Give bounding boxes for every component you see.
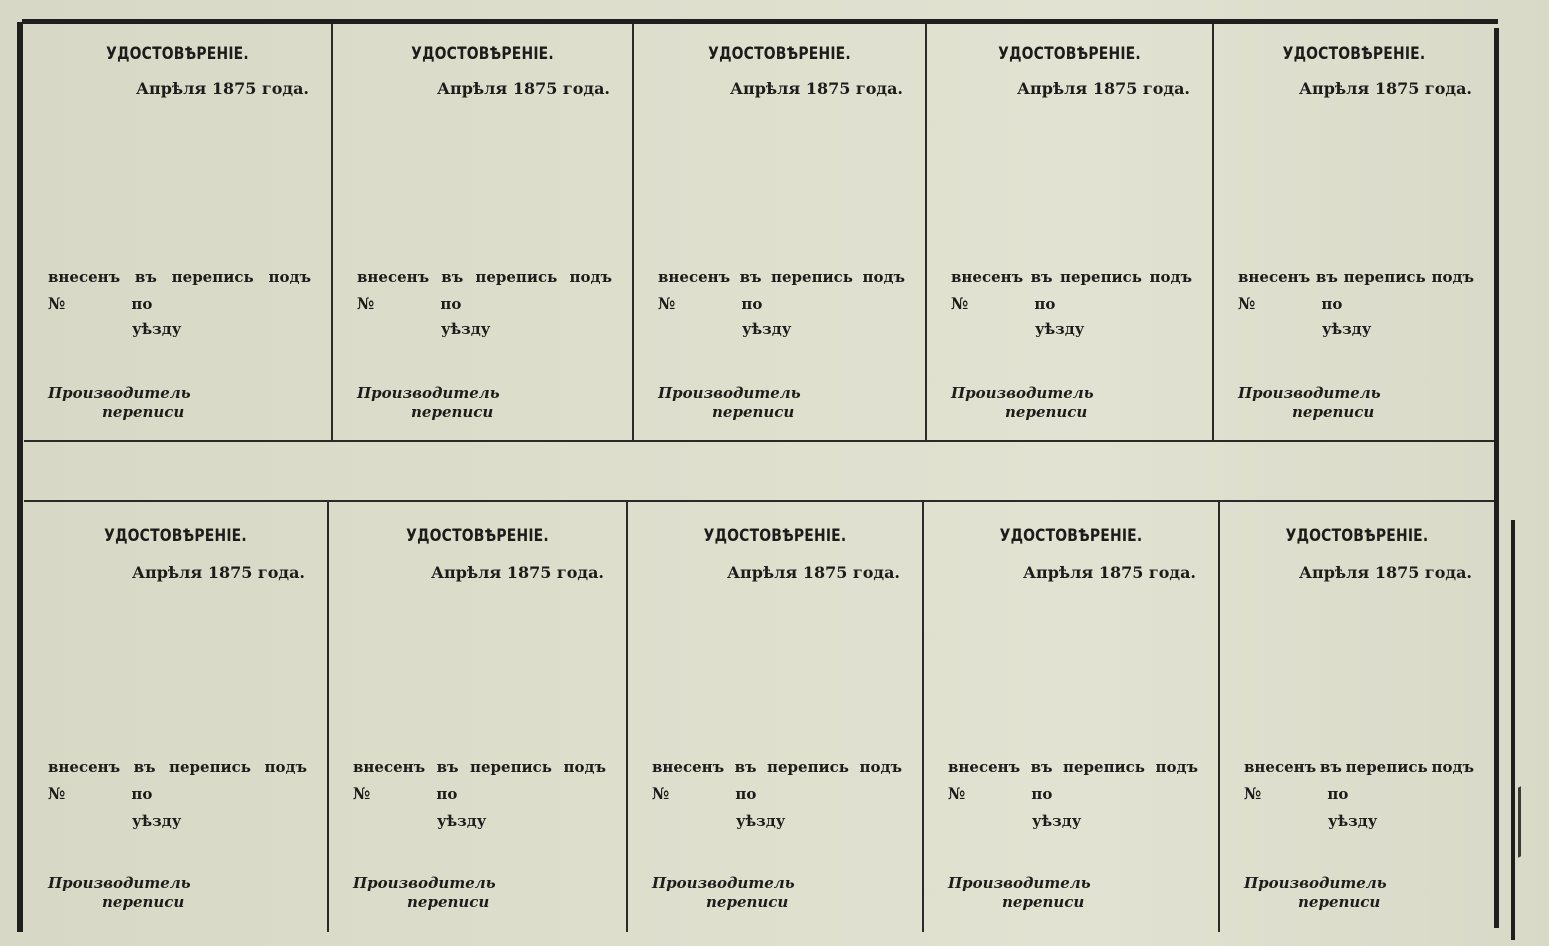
entered-word: подъ: [1431, 268, 1474, 286]
producer-line-1: Производитель: [652, 874, 795, 892]
number-line: [1238, 294, 1342, 313]
entered-word: внесенъ: [48, 758, 121, 776]
entered-word: подъ: [1149, 268, 1192, 286]
entered-word: въ: [734, 758, 757, 776]
number-line: [353, 784, 457, 803]
number-sign: №: [948, 784, 966, 803]
entered-word: перепись: [767, 758, 849, 776]
po-word: по: [1327, 785, 1349, 803]
entered-word: внесенъ: [951, 268, 1024, 286]
certificate-card: [1214, 24, 1494, 440]
producer-signature-label: [48, 384, 191, 422]
producer-line-1: Производитель: [357, 384, 500, 402]
certificate-card: [628, 502, 924, 932]
producer-line-2: переписи: [706, 893, 789, 911]
uezd-word: уѣзду: [132, 320, 182, 338]
certificate-title: УДОСТОВѢРЕНІЕ.: [406, 526, 549, 546]
number-line: [951, 294, 1055, 313]
entered-word: внесенъ: [658, 268, 731, 286]
certificate-title: УДОСТОВѢРЕНІЕ.: [1285, 526, 1429, 546]
entered-word: внесенъ: [1244, 758, 1317, 776]
entered-line: [948, 758, 1198, 776]
entered-word: подъ: [563, 758, 606, 776]
entered-word: перепись: [1063, 758, 1145, 776]
entered-word: подъ: [859, 758, 902, 776]
entered-word: подъ: [862, 268, 905, 286]
producer-signature-label: [652, 874, 795, 912]
entered-word: перепись: [1345, 758, 1428, 776]
certificate-date: Апрѣля 1875 года.: [131, 563, 305, 582]
number-sign: №: [658, 294, 676, 313]
right-border-rule: [1494, 28, 1499, 928]
certificate-row-top: [24, 24, 1494, 440]
number-line: [948, 784, 1052, 803]
producer-signature-label: [951, 384, 1094, 422]
uezd-word: уѣзду: [441, 320, 491, 338]
producer-line-2: переписи: [411, 403, 494, 421]
number-sign: №: [353, 784, 371, 803]
po-word: по: [131, 295, 153, 313]
entered-line: [1244, 758, 1474, 776]
po-word: по: [1031, 785, 1053, 803]
entered-line: [1238, 268, 1474, 286]
certificate-date: Апрѣля 1875 года.: [1298, 563, 1472, 582]
number-line: [48, 294, 152, 313]
certificate-title: УДОСТОВѢРЕНІЕ.: [999, 526, 1143, 546]
number-line: [652, 784, 756, 803]
left-border-rule: [17, 22, 23, 932]
po-word: по: [1034, 295, 1056, 313]
producer-signature-label: [1244, 874, 1387, 912]
certificate-title: УДОСТОВѢРЕНІЕ.: [1282, 44, 1426, 64]
entered-word: въ: [1030, 268, 1053, 286]
entered-line: [652, 758, 902, 776]
certificate-date: Апрѣля 1875 года.: [1016, 79, 1190, 98]
number-sign: №: [357, 294, 375, 313]
producer-line-2: переписи: [102, 893, 185, 911]
certificate-title: УДОСТОВѢРЕНІЕ.: [411, 44, 554, 64]
certificate-date: Апрѣля 1875 года.: [430, 563, 604, 582]
producer-line-1: Производитель: [951, 384, 1094, 402]
entered-word: въ: [1030, 758, 1053, 776]
producer-line-2: переписи: [1292, 403, 1375, 421]
certificate-title: УДОСТОВѢРЕНІЕ.: [104, 526, 247, 546]
number-line: [1244, 784, 1348, 803]
certificate-card: [927, 24, 1214, 440]
certificate-date: Апрѣля 1875 года.: [135, 79, 309, 98]
entered-word: въ: [436, 758, 459, 776]
certificate-title: УДОСТОВѢРЕНІЕ.: [708, 44, 851, 64]
entered-line: [353, 758, 606, 776]
producer-line-1: Производитель: [658, 384, 801, 402]
entered-word: перепись: [171, 268, 254, 286]
producer-signature-label: [48, 874, 191, 912]
producer-line-1: Производитель: [353, 874, 496, 892]
entered-line: [48, 268, 311, 286]
number-sign: №: [48, 294, 66, 313]
producer-line-2: переписи: [712, 403, 795, 421]
producer-line-2: переписи: [1002, 893, 1085, 911]
producer-line-2: переписи: [1005, 403, 1088, 421]
producer-signature-label: [357, 384, 500, 422]
entered-word: въ: [1315, 268, 1338, 286]
certificate-row-bottom: [24, 502, 1494, 932]
entered-word: внесенъ: [357, 268, 430, 286]
entered-line: [48, 758, 307, 776]
entered-word: внесенъ: [948, 758, 1021, 776]
uezd-word: уѣзду: [736, 812, 786, 830]
producer-line-1: Производитель: [1244, 874, 1387, 892]
po-word: по: [741, 295, 763, 313]
entered-word: внесенъ: [48, 268, 121, 286]
outer-right-rule: [1511, 520, 1515, 940]
entered-word: перепись: [771, 268, 853, 286]
producer-line-1: Производитель: [1238, 384, 1381, 402]
uezd-word: уѣзду: [437, 812, 487, 830]
entered-line: [658, 268, 905, 286]
producer-line-2: переписи: [102, 403, 185, 421]
producer-line-1: Производитель: [48, 874, 191, 892]
certificate-card: [329, 502, 628, 932]
producer-signature-label: [658, 384, 801, 422]
number-line: [48, 784, 152, 803]
producer-line-2: переписи: [1298, 893, 1381, 911]
uezd-word: уѣзду: [1032, 812, 1082, 830]
entered-line: [951, 268, 1192, 286]
certificate-card: [924, 502, 1220, 932]
entered-word: въ: [441, 268, 464, 286]
entered-word: подъ: [264, 758, 307, 776]
certificate-card: [333, 24, 634, 440]
entered-word: перепись: [1343, 268, 1426, 286]
certificate-date: Апрѣля 1875 года.: [726, 563, 900, 582]
producer-signature-label: [948, 874, 1091, 912]
number-sign: №: [1244, 784, 1262, 803]
producer-signature-label: [1238, 384, 1381, 422]
number-line: [357, 294, 461, 313]
certificate-card: [634, 24, 927, 440]
entered-word: внесенъ: [652, 758, 725, 776]
po-word: по: [1321, 295, 1343, 313]
entered-word: въ: [739, 268, 762, 286]
entered-word: внесенъ: [1238, 268, 1311, 286]
entered-word: подъ: [1431, 758, 1474, 776]
number-sign: №: [951, 294, 969, 313]
entered-word: перепись: [470, 758, 552, 776]
number-sign: №: [1238, 294, 1256, 313]
certificate-date: Апрѣля 1875 года.: [436, 79, 610, 98]
producer-line-1: Производитель: [948, 874, 1091, 892]
entered-word: перепись: [1060, 268, 1142, 286]
uezd-word: уѣзду: [1322, 320, 1372, 338]
entered-word: подъ: [268, 268, 311, 286]
entered-word: перепись: [475, 268, 558, 286]
number-sign: №: [48, 784, 66, 803]
po-word: по: [131, 785, 153, 803]
certificate-card: [1220, 502, 1494, 932]
entered-line: [357, 268, 612, 286]
uezd-word: уѣзду: [132, 812, 182, 830]
po-word: по: [735, 785, 757, 803]
number-line: [658, 294, 762, 313]
certificate-date: Апрѣля 1875 года.: [1022, 563, 1196, 582]
certificate-card: [24, 502, 329, 932]
certificate-date: Апрѣля 1875 года.: [1298, 79, 1472, 98]
producer-signature-label: [353, 874, 496, 912]
entered-word: въ: [134, 268, 157, 286]
certificate-title: УДОСТОВѢРЕНІЕ.: [106, 44, 249, 64]
number-sign: №: [652, 784, 670, 803]
entered-word: въ: [133, 758, 156, 776]
po-word: по: [440, 295, 462, 313]
producer-line-2: переписи: [407, 893, 490, 911]
cut-line-upper: [24, 440, 1494, 442]
entered-word: въ: [1319, 758, 1342, 776]
producer-line-1: Производитель: [48, 384, 191, 402]
certificate-date: Апрѣля 1875 года.: [729, 79, 903, 98]
entered-word: подъ: [569, 268, 612, 286]
certificate-card: [24, 24, 333, 440]
uezd-word: уѣзду: [1328, 812, 1378, 830]
entered-word: перепись: [169, 758, 251, 776]
certificate-title: УДОСТОВѢРЕНІЕ.: [703, 526, 847, 546]
entered-word: подъ: [1155, 758, 1198, 776]
po-word: по: [436, 785, 458, 803]
margin-pencil-stroke: [1518, 772, 1549, 857]
certificate-title: УДОСТОВѢРЕНІЕ.: [998, 44, 1141, 64]
entered-word: внесенъ: [353, 758, 426, 776]
uezd-word: уѣзду: [1035, 320, 1085, 338]
uezd-word: уѣзду: [742, 320, 792, 338]
